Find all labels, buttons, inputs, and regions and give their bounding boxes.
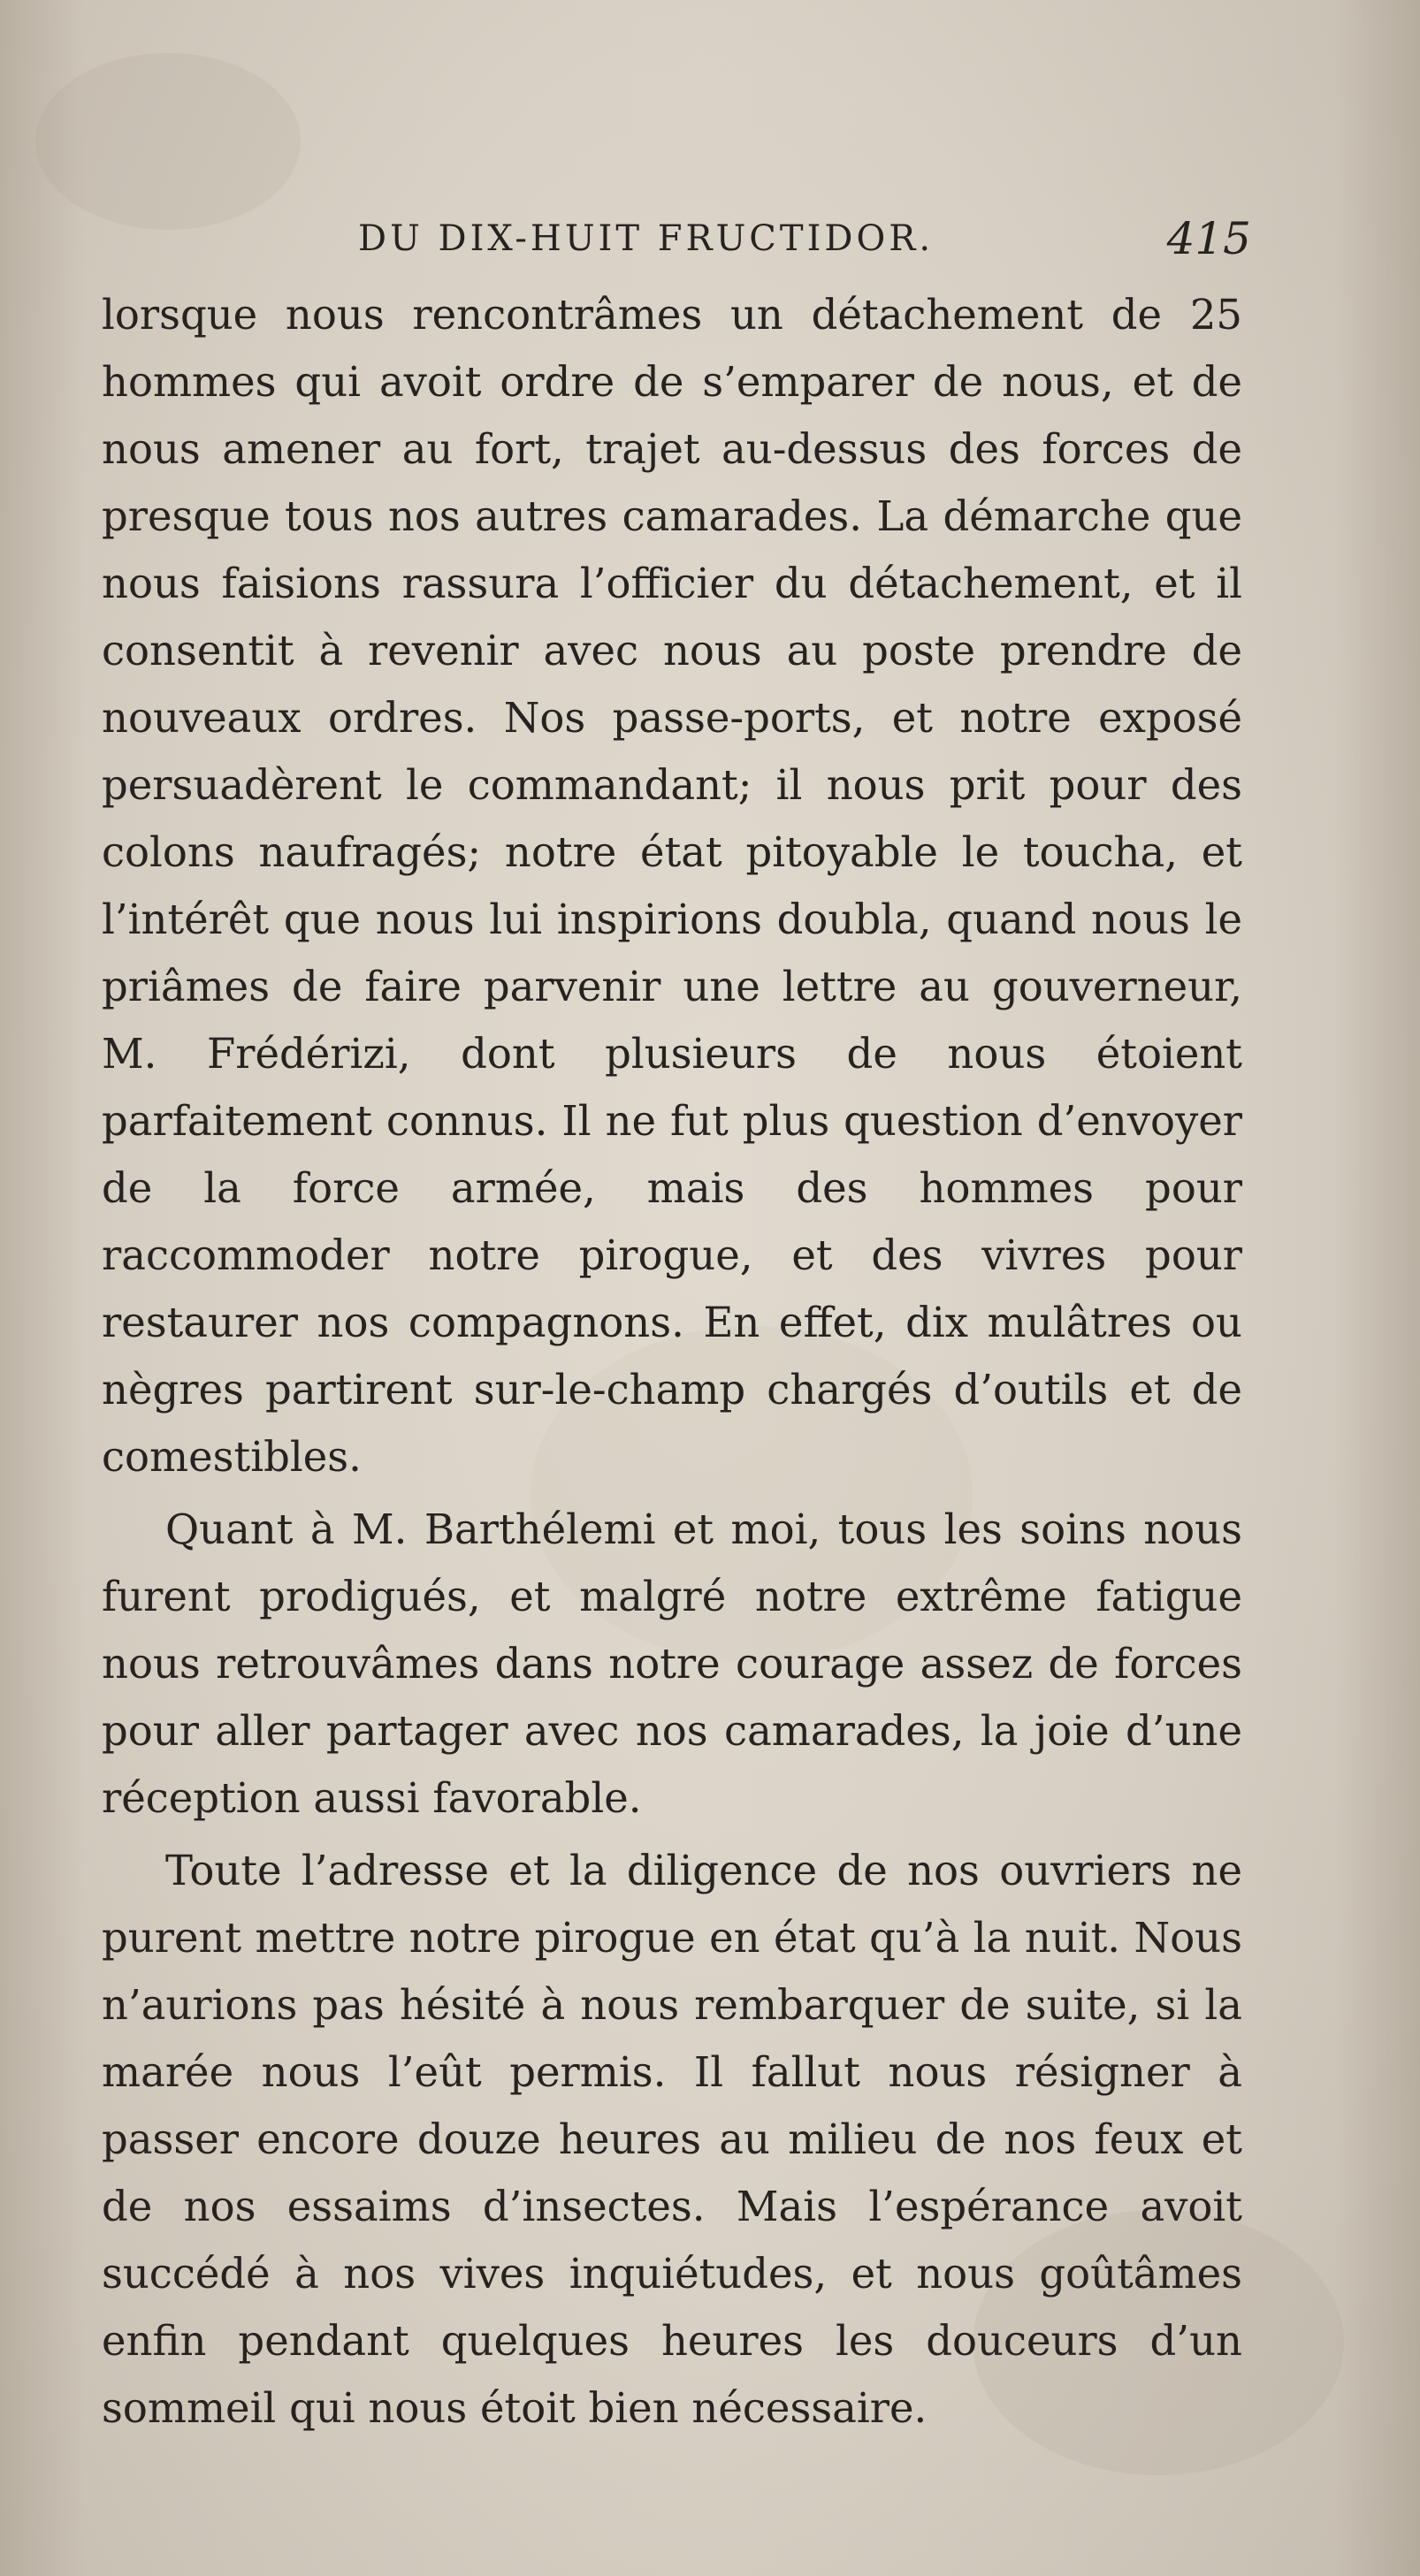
running-title: DU DIX-HUIT FRUCTIDOR. <box>358 218 935 259</box>
paragraph: Quant à M. Barthélemi et moi, tous les soins nous furent prodigués, et malgré notre extrême fatigue nous retrouvâmes dans notre courage assez de forces pour aller partager avec nos camarades, la joie d’une réception aussi favorable. <box>102 1505 1242 1822</box>
page-header <box>102 205 1251 272</box>
page-number: 415 <box>1166 213 1251 264</box>
paper-stain <box>35 53 301 230</box>
body-text <box>102 281 1242 2442</box>
paragraph: Toute l’adresse et la diligence de nos ouvriers ne purent mettre notre pirogue en état qu’à la nuit. Nous n’aurions pas hésité à nous rembarquer de suite, si la marée nous l’eût permis. Il fallut nous résigner à passer encore douze heures au milieu de nos feux et de nos essaims d’insectes. Mais l’espérance avoit succédé à nos vives inquiétudes, et nous goûtâmes enfin pendant quelques heures les douceurs d’un sommeil qui nous étoit bien nécessaire. <box>102 1847 1242 2432</box>
paragraph: lorsque nous rencontrâmes un détachement de 25 hommes qui avoit ordre de s’emparer de nous, et de nous amener au fort, trajet au-dessus des forces de presque tous nos autres camarades. La démarche que nous faisions rassura l’officier du détachement, et il consentit à revenir avec nous au poste prendre de nouveaux ordres. Nos passe-ports, et notre exposé persuadèrent le commandant; il nous prit pour des colons naufragés; notre état pitoyable le toucha, et l’intérêt que nous lui inspirions doubla, quand nous le priâmes de faire parvenir une lettre au gouverneur, M. Frédérizi, dont plusieurs de nous étoient parfaitement connus. Il ne fut plus question d’envoyer de la force armée, mais des hommes pour raccommoder notre pirogue, et des vivres pour restaurer nos compagnons. En effet, dix mulâtres ou nègres partirent sur-le-champ chargés d’outils et de comestibles. <box>102 291 1242 1481</box>
